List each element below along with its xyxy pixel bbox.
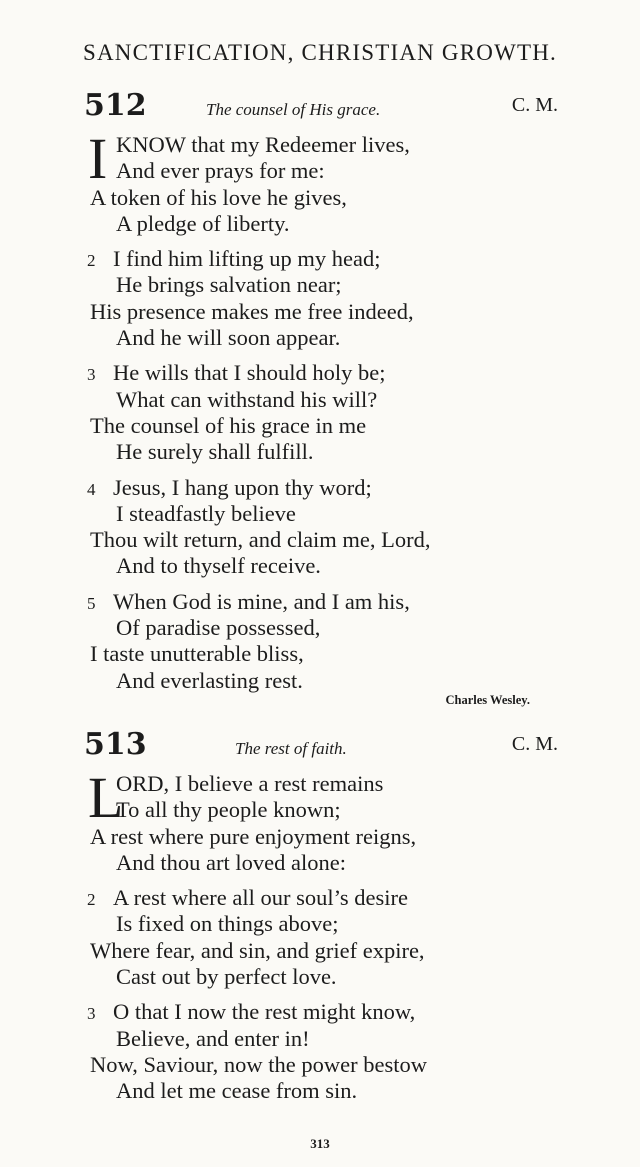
verse-line: The counsel of his grace in me bbox=[90, 412, 367, 438]
stanza-number: 5 bbox=[87, 593, 96, 613]
verse-text: O that I now the rest might know, bbox=[113, 999, 416, 1025]
verse-line: KNOW that my Redeemer lives, bbox=[116, 132, 410, 157]
stanza-2 bbox=[0, 885, 640, 990]
verse-line: Where fear, and sin, and grief expire, bbox=[90, 937, 425, 963]
verse-text: I find him lifting up my head; bbox=[113, 246, 381, 272]
verse-line: Now, Saviour, now the power bestow bbox=[90, 1051, 427, 1077]
hymn-512 bbox=[0, 88, 640, 708]
page-number: 313 bbox=[310, 1136, 330, 1151]
stanza-number: 2 bbox=[87, 251, 96, 271]
verse-line bbox=[0, 999, 640, 1025]
stanza-5 bbox=[0, 589, 640, 694]
verse-line bbox=[0, 475, 640, 501]
verse-line: He brings salvation near; bbox=[116, 272, 342, 298]
verse-line bbox=[0, 360, 640, 386]
verse-line bbox=[0, 885, 640, 911]
verse-text: When God is mine, and I am his, bbox=[113, 588, 410, 614]
verse-line: And he will soon appear. bbox=[116, 325, 341, 351]
stanza-3 bbox=[0, 999, 640, 1104]
verse-line: And everlasting rest. bbox=[116, 667, 303, 693]
stanza-2 bbox=[0, 246, 640, 351]
hymn-number: 513 bbox=[84, 727, 147, 762]
hymn-author: Charles Wesley. bbox=[445, 692, 530, 707]
verse-line: Thou wilt return, and claim me, Lord, bbox=[90, 527, 431, 553]
verse-line: And to thyself receive. bbox=[116, 553, 321, 579]
verse-line: Believe, and enter in! bbox=[116, 1025, 310, 1051]
stanza-3 bbox=[0, 360, 640, 465]
hymn-513 bbox=[0, 727, 640, 1114]
stanza-number: 3 bbox=[87, 1004, 96, 1024]
hymn-number: 512 bbox=[84, 88, 147, 123]
verse-line: Of paradise possessed, bbox=[116, 615, 321, 641]
stanza-number: 3 bbox=[87, 365, 96, 385]
verse-text: A rest where all our soul’s desire bbox=[113, 885, 408, 911]
hymn-meter: C. M. bbox=[511, 94, 558, 116]
verse-line: A pledge of liberty. bbox=[116, 210, 290, 236]
hymn-meter: C. M. bbox=[511, 733, 558, 755]
stanza-number: 2 bbox=[87, 890, 96, 910]
stanza-1 bbox=[0, 126, 640, 237]
hymn-title: The counsel of His grace. bbox=[206, 100, 381, 119]
verse-line bbox=[0, 246, 640, 272]
verse-line: And thou art loved alone: bbox=[116, 849, 346, 875]
verse-line: And ever prays for me: bbox=[116, 158, 325, 184]
stanza-4 bbox=[0, 475, 640, 580]
verse-line: And let me cease from sin. bbox=[116, 1078, 358, 1104]
stanza-number: 4 bbox=[87, 479, 96, 499]
verse-line: He surely shall fulfill. bbox=[116, 439, 314, 465]
verse-line: A token of his love he gives, bbox=[90, 184, 347, 210]
verse-line: I taste unutterable bliss, bbox=[90, 641, 304, 667]
running-head: SANCTIFICATION, CHRISTIAN GROWTH. bbox=[82, 40, 558, 65]
stanza-1 bbox=[0, 765, 640, 876]
verse-line: Is fixed on things above; bbox=[116, 911, 339, 937]
verse-line: I steadfastly believe bbox=[116, 500, 296, 526]
verse-text: He wills that I should holy be; bbox=[113, 360, 386, 386]
verse-line: A rest where pure enjoyment reigns, bbox=[90, 823, 417, 849]
verse-text: Jesus, I hang upon thy word; bbox=[113, 474, 372, 500]
hymn-title: The rest of faith. bbox=[235, 739, 347, 758]
verse-line: ORD, I believe a rest remains bbox=[116, 771, 384, 796]
verse-line: To all thy people known; bbox=[116, 797, 341, 823]
verse-line: Cast out by perfect love. bbox=[116, 964, 337, 990]
drop-cap: I bbox=[88, 126, 108, 191]
verse-line: His presence makes me free indeed, bbox=[90, 298, 414, 324]
verse-line bbox=[0, 589, 640, 615]
drop-cap: L bbox=[88, 765, 124, 830]
verse-line: What can withstand his will? bbox=[116, 386, 378, 412]
